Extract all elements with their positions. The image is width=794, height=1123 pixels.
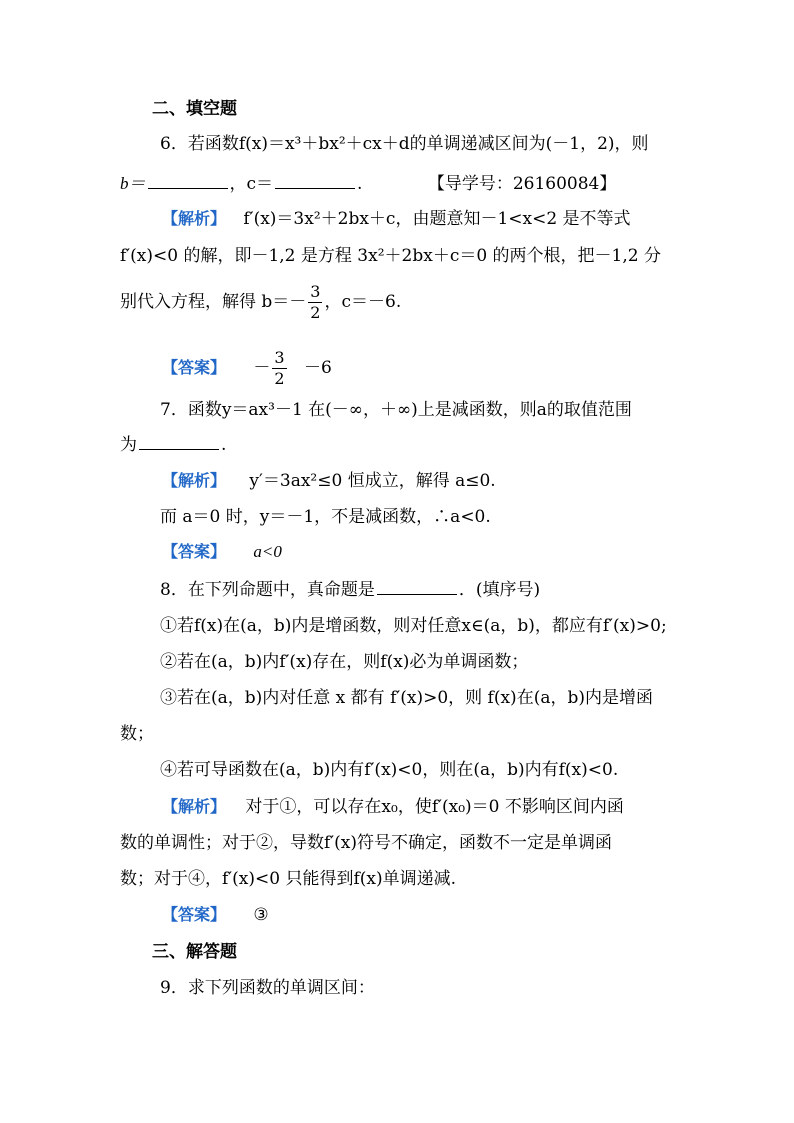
q6-blank-c[interactable] [275, 172, 355, 189]
q8-proposition-3: ③若在(a，b)内对任意 x 都有 f′(x)>0，则 f(x)在(a，b)内是增函 [160, 688, 653, 708]
q8-answer-text: ③ [253, 905, 269, 925]
q8-answer [162, 903, 269, 927]
q6-blank-b[interactable] [148, 172, 228, 189]
q6-period: . [357, 174, 363, 194]
q7-analysis-tag: 【解析】 [162, 471, 227, 490]
q8-analysis [162, 795, 624, 819]
answer-frac-num: 3 [274, 348, 285, 367]
guide-number: 【导学号：26160084】 [427, 174, 617, 194]
section-solve: 三、解答题 [152, 942, 237, 962]
q6-analysis-line3 [120, 282, 401, 323]
q8-analysis-text1: 对于①，可以存在x₀，使f′(x₀)＝0 不影响区间内函 [245, 797, 624, 817]
q8-analysis-line3: 数；对于④，f′(x)<0 只能得到f(x)单调递减. [120, 869, 457, 889]
frac-num: 3 [310, 282, 321, 301]
q8-stem-post: ．(填序号) [458, 580, 541, 600]
q6-analysis-text1: f′(x)＝3x²＋2bx＋c，由题意知－1<x<2 是不等式 [243, 209, 631, 229]
fraction-three-halves [308, 282, 322, 323]
q7-answer-tag: 【答案】 [162, 542, 227, 561]
q8-stem-pre: 8．在下列命题中，真命题是 [160, 580, 375, 600]
q9-stem: 9．求下列函数的单调区间： [160, 978, 375, 998]
q6-stem: 6．若函数f(x)＝x³＋bx²＋cx＋d的单调递减区间为(－1，2)，则 [160, 134, 649, 154]
q7-answer [162, 540, 282, 564]
q7-stem-line2 [120, 433, 226, 457]
q6-blank-c-label: ，c＝ [229, 174, 274, 194]
answer-frac-den: 2 [274, 369, 285, 388]
q7-blank[interactable] [139, 433, 219, 450]
q8-proposition-4: ④若可导函数在(a，b)内有f′(x)<0，则在(a，b)内有f(x)<0. [160, 760, 619, 780]
frac-den: 2 [310, 303, 321, 322]
q8-proposition-2: ②若在(a，b)内f′(x)存在，则f(x)必为单调函数； [160, 652, 529, 672]
section-fill-blank: 二、填空题 [152, 99, 237, 119]
q8-analysis-line2: 数的单调性；对于②，导数f′(x)符号不确定，函数不一定是单调函 [120, 833, 613, 853]
q6-analysis-text3b: ，c＝－6. [324, 292, 402, 312]
answer-fraction [272, 348, 286, 389]
q6-analysis-line2: f′(x)<0 的解，即－1,2 是方程 3x²＋2bx＋c＝0 的两个根，把－1,2 分 [120, 246, 661, 266]
q8-proposition-1: ①若f(x)在(a，b)内是增函数，则对任意x∈(a，b)，都应有f′(x)>0; [160, 616, 667, 636]
q7-stem: 7．函数y＝ax³－1 在(－∞，＋∞)上是减函数，则a的取值范围 [160, 400, 632, 420]
q6-blank-b-label: b＝ [120, 174, 146, 193]
q8-blank[interactable] [377, 578, 457, 595]
q7-analysis-line2: 而 a＝0 时，y＝－1，不是减函数，∴a<0. [160, 507, 491, 527]
q6-answer-minus: － [253, 358, 271, 378]
analysis-tag: 【解析】 [162, 209, 227, 228]
q7-analysis [162, 469, 496, 493]
q6-blanks [120, 172, 616, 196]
answer-tag: 【答案】 [162, 358, 227, 377]
q7-for: 为 [120, 435, 137, 455]
q8-proposition-3-cont: 数； [120, 724, 154, 744]
q7-answer-text: a<0 [253, 542, 282, 561]
q7-period: . [221, 435, 227, 455]
q7-analysis-text: y′＝3ax²≤0 恒成立，解得 a≤0. [249, 471, 496, 491]
q6-analysis-text3a: 别代入方程，解得 b＝－ [120, 292, 307, 312]
q8-answer-tag: 【答案】 [162, 905, 227, 924]
q6-answer-c: －6 [304, 358, 332, 378]
q8-analysis-tag: 【解析】 [162, 797, 227, 816]
q6-analysis-line1 [162, 207, 631, 231]
q6-answer [162, 348, 332, 389]
q8-stem [160, 578, 540, 602]
